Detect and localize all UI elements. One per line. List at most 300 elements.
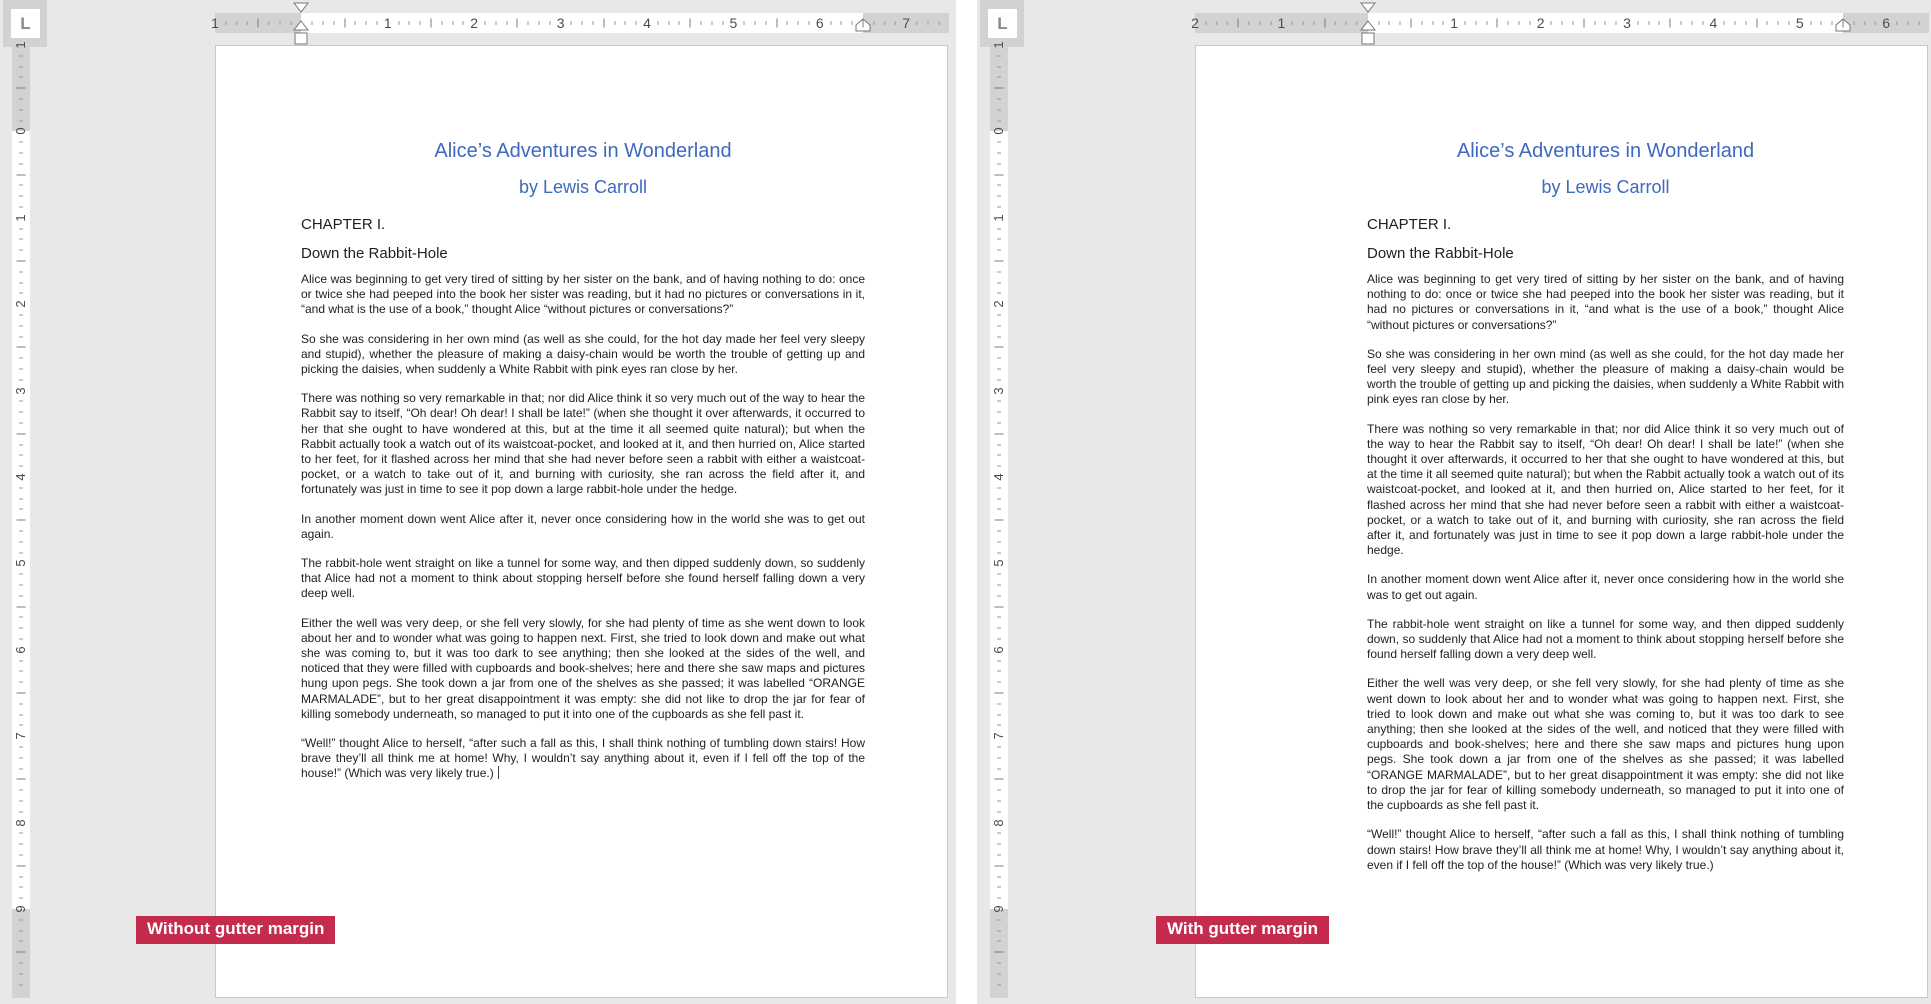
ruler-tick: [19, 660, 23, 661]
ruler-tick: [744, 21, 745, 25]
ruler-tick: [997, 271, 1001, 272]
ruler-tick: [19, 941, 23, 942]
document-title[interactable]: Alice’s Adventures in Wonderland: [1456, 140, 1755, 162]
ruler-tick: [1637, 21, 1638, 25]
ruler-tick: [997, 898, 1001, 899]
ruler-number: 3: [991, 386, 1006, 395]
ruler-tick: [1583, 19, 1584, 28]
left-tab-stop-icon[interactable]: L: [11, 9, 40, 38]
ruler-tick: [1249, 21, 1250, 25]
ruler-tick: [1378, 21, 1379, 25]
ruler-tick: [995, 88, 1004, 89]
ruler-tick: [17, 347, 26, 348]
ruler-tick: [997, 336, 1001, 337]
ruler-tick: [1519, 21, 1520, 25]
ruler-tick: [997, 595, 1001, 596]
ruler-tick: [1778, 21, 1779, 25]
document-content[interactable]: [1367, 132, 1844, 873]
ruler-tick: [19, 487, 23, 488]
ruler-tick: [997, 358, 1001, 359]
ruler-tick: [995, 347, 1004, 348]
ruler-tick: [997, 239, 1001, 240]
ruler-number: 1: [991, 41, 1006, 49]
ruler-number: 5: [991, 559, 1006, 568]
ruler-tick: [1853, 21, 1854, 25]
paragraph[interactable]: Either the well was very deep, or she fell very slowly, for she had plenty of time as she went down to look about her and to wonder what was going to happen next. First, she tried to look down and make out what she was coming to, but it was too dark to see anything; then she looked at the sides of the well, and noticed that they were filled with cupboards and book-shelves; here and there she saw maps and pictures hung upon pegs. She took down a jar from one of the shelves as she passed; it was labelled “ORANGE MARMALADE”, but to her great disappointment it was empty: she did not like to drop the jar for fear of killing somebody underneath, so managed to put it into one of the cupboards as she fell past it.: [1367, 676, 1844, 813]
ruler-tick: [19, 757, 23, 758]
ruler-tick: [1810, 21, 1811, 25]
ruler-tick: [997, 671, 1001, 672]
ruler-tick: [19, 379, 23, 380]
ruler-tick: [1745, 21, 1746, 25]
ruler-tick: [1508, 21, 1509, 25]
ruler-tick: [19, 585, 23, 586]
ruler-tick: [1443, 21, 1444, 25]
ruler-tick: [19, 207, 23, 208]
ruler-tick: [19, 898, 23, 899]
ruler-tick: [1843, 19, 1844, 28]
ruler-number: 6: [815, 15, 824, 31]
ruler-tick: [517, 19, 518, 28]
document-byline[interactable]: by Lewis Carroll: [518, 177, 648, 197]
ruler-tick: [997, 574, 1001, 575]
ruler-tick: [997, 228, 1001, 229]
ruler-tick: [997, 617, 1001, 618]
document-pane-without-gutter: [0, 0, 956, 1004]
ruler-tick: [463, 21, 464, 25]
paragraph[interactable]: “Well!” thought Alice to herself, “after such a fall as this, I shall think nothing of tumbling down stairs! How brave they’ll all think me at home! Why, I wouldn’t say anything about it, even if I fell off the top of the house!” (Which was very likely true.): [1367, 827, 1844, 872]
ruler-tick: [19, 639, 23, 640]
ruler-tick: [19, 142, 23, 143]
ruler-tick: [997, 660, 1001, 661]
ruler-tick: [19, 801, 23, 802]
ruler-tick: [19, 930, 23, 931]
ruler-tick: [997, 207, 1001, 208]
ruler-tick: [225, 21, 226, 25]
ruler-tick: [1659, 21, 1660, 25]
ruler-tick: [420, 21, 421, 25]
paragraph[interactable]: “Well!” thought Alice to herself, “after such a fall as this, I shall think nothing of tumbling down stairs! How brave they’ll all think me at home! Why, I wouldn’t say anything about it, even if I fell off the top of the house!” (Which was very likely true.): [301, 736, 865, 781]
ruler-tick: [19, 325, 23, 326]
ruler-tick: [19, 77, 23, 78]
paragraph[interactable]: In another moment down went Alice after it, never once considering how in the world she was to get out again.: [301, 511, 865, 541]
ruler-number: 2: [13, 300, 28, 308]
document-page[interactable]: [215, 45, 948, 998]
ruler-tick: [997, 973, 1001, 974]
ruler-tick: [1573, 21, 1574, 25]
ruler-tick: [247, 21, 248, 25]
ruler-tick: [1259, 21, 1260, 25]
ruler-tick: [19, 336, 23, 337]
horizontal-ruler[interactable]: [1191, 13, 1929, 33]
ruler-tick: [279, 21, 280, 25]
ruler-tick: [1421, 21, 1422, 25]
paragraph[interactable]: Alice was beginning to get very tired of sitting by her sister on the bank, and of having nothing to do: once or twice she had peeped into the book her sister was reading, but it had no pictures or conversations in it, “and what is the use of a book,” thought Alice “without pictures or conversations?”: [1367, 272, 1844, 332]
ruler-tick: [997, 531, 1001, 532]
ruler-tick: [571, 21, 572, 25]
document-byline[interactable]: by Lewis Carroll: [1541, 177, 1670, 197]
ruler-tick: [19, 876, 23, 877]
ruler-tick: [1292, 21, 1293, 25]
paragraph[interactable]: The rabbit-hole went straight on like a tunnel for some way, and then dipped suddenly down, so suddenly that Alice had not a moment to think about stopping herself before she found herself falling down a very deep well.: [301, 556, 865, 601]
ruler-tick: [997, 984, 1001, 985]
ruler-number: 7: [902, 15, 911, 31]
ruler-tick: [19, 790, 23, 791]
ruler-tick: [19, 109, 23, 110]
ruler-tick: [997, 325, 1001, 326]
document-title[interactable]: Alice’s Adventures in Wonderland: [434, 140, 732, 162]
ruler-tick: [549, 21, 550, 25]
ruler-tick: [19, 99, 23, 100]
hanging-indent-marker[interactable]: [294, 21, 308, 30]
ruler-tick: [495, 21, 496, 25]
ruler-tick: [19, 455, 23, 456]
ruler-tick: [995, 433, 1004, 434]
ruler-tick: [19, 714, 23, 715]
ruler-tick: [539, 21, 540, 25]
ruler-tick: [19, 617, 23, 618]
ruler-tick: [997, 66, 1001, 67]
ruler-tick: [884, 21, 885, 25]
paragraph[interactable]: So she was considering in her own mind (as well as she could, for the hot day made her feel very sleepy and stupid), whether the pleasure of making a daisy-chain would be worth the trouble of getting up and picking the daisies, when suddenly a White Rabbit with pink eyes ran close by her.: [1367, 346, 1844, 407]
ruler-tick: [997, 498, 1001, 499]
ruler-number: 4: [13, 473, 28, 481]
ruler-tick: [711, 21, 712, 25]
ruler-tick: [19, 444, 23, 445]
ruler-number: 2: [1191, 15, 1199, 31]
ruler-tick: [1227, 21, 1228, 25]
ruler-tick: [258, 19, 259, 28]
ruler-tick: [19, 552, 23, 553]
ruler-number: 1: [1277, 15, 1286, 31]
ruler-tick: [1529, 21, 1530, 25]
hanging-indent-marker[interactable]: [1361, 21, 1375, 30]
first-line-indent-marker[interactable]: [1361, 3, 1375, 12]
ruler-tick: [657, 21, 658, 25]
ruler-tick: [17, 865, 26, 866]
horizontal-ruler[interactable]: [211, 13, 949, 33]
ruler-tick: [1313, 21, 1314, 25]
ruler-number: 1: [1450, 15, 1459, 31]
ruler-tick: [997, 55, 1001, 56]
ruler-tick: [269, 21, 270, 25]
ruler-tick: [17, 433, 26, 434]
ruler-tick: [1735, 21, 1736, 25]
ruler-tick: [398, 21, 399, 25]
ruler-number: 1: [13, 41, 28, 49]
ruler-tick: [1389, 21, 1390, 25]
ruler-number: 9: [991, 905, 1006, 913]
ruler-tick: [19, 855, 23, 856]
ruler-tick: [1465, 21, 1466, 25]
paragraph[interactable]: Either the well was very deep, or she fell very slowly, for she had plenty of time as she went down to look about her and to wonder what was going to happen next. First, she tried to look down and make out what she was coming to, but it was too dark to see anything; then she looked at the sides of the well, and noticed that they were filled with cupboards and book-shelves; here and there she saw maps and pictures hung upon pegs. She took down a jar from one of the shelves as she passed; it was labelled “ORANGE MARMALADE”, but to her great disappointment it was empty: she did not like to drop the jar for fear of killing somebody underneath, so managed to put it into one of the cupboards as she fell past it.: [301, 615, 865, 721]
ruler-tick: [19, 963, 23, 964]
ruler-number: 8: [991, 818, 1006, 827]
ruler-tick: [997, 282, 1001, 283]
ruler-tick: [1864, 21, 1865, 25]
document-page[interactable]: [1195, 45, 1928, 998]
ruler-tick: [997, 919, 1001, 920]
ruler-tick: [679, 21, 680, 25]
ruler-number: 6: [13, 646, 28, 654]
ruler-tick: [19, 747, 23, 748]
ruler-tick: [19, 163, 23, 164]
ruler-tick: [333, 21, 334, 25]
ruler-tick: [997, 703, 1001, 704]
ruler-tick: [1756, 19, 1757, 28]
ruler-tick: [997, 790, 1001, 791]
ruler-number: 2: [470, 15, 479, 31]
ruler-tick: [19, 628, 23, 629]
ruler-tick: [997, 541, 1001, 542]
ruler-tick: [873, 21, 874, 25]
ruler-tick: [19, 423, 23, 424]
ruler-tick: [997, 747, 1001, 748]
ruler-tick: [997, 876, 1001, 877]
left-tab-stop-icon[interactable]: L: [988, 9, 1017, 38]
paragraph[interactable]: Alice was beginning to get very tired of sitting by her sister on the bank, and of having nothing to do: once or twice she had peeped into the book her sister was reading, but it had no pictures or conversations in it, “and what is the use of a book,” thought Alice “without pictures or conversations?”: [301, 272, 865, 317]
caption-with-gutter: With gutter margin: [1156, 916, 1329, 944]
ruler-tick: [995, 261, 1004, 262]
ruler-tick: [863, 19, 864, 28]
ruler-tick: [17, 693, 26, 694]
ruler-tick: [997, 487, 1001, 488]
ruler-tick: [997, 833, 1001, 834]
ruler-tick: [997, 412, 1001, 413]
ruler-tick: [19, 498, 23, 499]
ruler-tick: [19, 984, 23, 985]
ruler-number: 2: [991, 300, 1006, 308]
ruler-tick: [1594, 21, 1595, 25]
ruler-tick: [997, 379, 1001, 380]
ruler-tick: [997, 725, 1001, 726]
ruler-tick: [1432, 21, 1433, 25]
ruler-tick: [19, 120, 23, 121]
chapter-heading[interactable]: CHAPTER I.: [301, 216, 386, 233]
ruler-tick: [19, 887, 23, 888]
ruler-tick: [1475, 21, 1476, 25]
ruler-tick: [19, 671, 23, 672]
ruler-tick: [997, 639, 1001, 640]
document-body[interactable]: [1367, 272, 1844, 873]
ruler-tick: [997, 855, 1001, 856]
ruler-tick: [19, 833, 23, 834]
ruler-tick: [852, 21, 853, 25]
paragraph[interactable]: So she was considering in her own mind (as well as she could, for the hot day made her feel very sleepy and stupid), whether the pleasure of making a daisy-chain would be worth the trouble of getting up and picking the daisies, when suddenly a White Rabbit with pink eyes ran close by her.: [301, 331, 865, 377]
ruler-tick: [995, 779, 1004, 780]
ruler-tick: [997, 941, 1001, 942]
paragraph[interactable]: The rabbit-hole went straight on like a tunnel for some way, and then dipped suddenly down, so suddenly that Alice had not a moment to think about stopping herself before she found herself falling down a very deep well.: [1367, 616, 1844, 662]
ruler-tick: [19, 412, 23, 413]
ruler-tick: [19, 811, 23, 812]
ruler-tick: [19, 66, 23, 67]
ruler-tick: [997, 714, 1001, 715]
ruler-tick: [1648, 21, 1649, 25]
ruler-tick: [997, 552, 1001, 553]
ruler-tick: [1616, 21, 1617, 25]
ruler-tick: [323, 21, 324, 25]
section-heading[interactable]: Down the Rabbit-Hole: [1367, 245, 1514, 262]
left-indent-marker[interactable]: [1362, 33, 1374, 44]
ruler-tick: [917, 21, 918, 25]
ruler-number: 4: [991, 473, 1006, 481]
ruler-number: 1: [991, 214, 1006, 222]
ruler-tick: [636, 21, 637, 25]
ruler-tick: [17, 779, 26, 780]
ruler-tick: [997, 142, 1001, 143]
chapter-heading[interactable]: CHAPTER I.: [1367, 216, 1452, 233]
ruler-tick: [809, 21, 810, 25]
ruler-number: 7: [991, 732, 1006, 740]
ruler-tick: [997, 185, 1001, 186]
ruler-tick: [668, 21, 669, 25]
ruler-tick: [19, 541, 23, 542]
ruler-tick: [997, 811, 1001, 812]
ruler-tick: [614, 21, 615, 25]
ruler-number: 0: [13, 127, 28, 136]
ruler-number: 6: [1882, 15, 1891, 31]
ruler-tick: [995, 952, 1004, 953]
ruler-tick: [1486, 21, 1487, 25]
ruler-tick: [19, 595, 23, 596]
ruler-number: 5: [1795, 15, 1804, 31]
ruler-tick: [997, 153, 1001, 154]
ruler-tick: [995, 865, 1004, 866]
ruler-tick: [1497, 19, 1498, 28]
ruler-tick: [312, 21, 313, 25]
indent-markers[interactable]: [1360, 2, 1376, 46]
paragraph[interactable]: There was nothing so very remarkable in that; nor did Alice think it so very much out of the way to hear the Rabbit say to itself, “Oh dear! Oh dear! I shall be late!” (when she thought it over afterwards, it occurred to her that she ought to have wondered at this, but at the time it all seemed quite natural); but when the Rabbit actually took a watch out of its waistcoat-pocket, and looked at it, and then hurried on, Alice started to her feet, for it flashed across her mind that she had never before seen a rabbit with either a waistcoat-pocket, or a watch to take out of it, and burning with curiosity, she ran across the field after it, and fortunately was just in time to see it pop down a large rabbit-hole under the hedge.: [1367, 421, 1844, 558]
ruler-tick: [19, 466, 23, 467]
ruler-tick: [997, 120, 1001, 121]
ruler-tick: [1216, 21, 1217, 25]
ruler-number: 4: [643, 15, 651, 31]
ruler-tick: [1411, 19, 1412, 28]
ruler-tick: [582, 21, 583, 25]
ruler-tick: [997, 293, 1001, 294]
ruler-number: 3: [1623, 15, 1631, 31]
document-body[interactable]: [301, 272, 865, 782]
ruler-tick: [765, 21, 766, 25]
ruler-tick: [19, 531, 23, 532]
paragraph[interactable]: There was nothing so very remarkable in that; nor did Alice think it so very much out of the way to hear the Rabbit say to itself, “Oh dear! Oh dear! I shall be late!” (when she thought it over afterwards, it occurred to her that she ought to have wondered at this, but at the time it all seemed quite natural); but when the Rabbit actually took a watch out of its waistcoat-pocket, and looked at it, and then hurried on, Alice started to her feet, for it flashed across her mind that she had never before seen a rabbit with either a waistcoat-pocket, or a watch to take out of it, and burning with curiosity, she ran across the field after it, and fortunately was just in time to see it pop down a large rabbit-hole under the hedge.: [301, 391, 865, 497]
ruler-tick: [895, 21, 896, 25]
ruler-number: 2: [1536, 15, 1545, 31]
ruler-tick: [997, 401, 1001, 402]
document-content[interactable]: [301, 132, 865, 782]
ruler-tick: [17, 174, 26, 175]
ruler-number: 8: [13, 818, 28, 827]
ruler-tick: [722, 21, 723, 25]
section-heading[interactable]: Down the Rabbit-Hole: [301, 245, 448, 262]
ruler-tick: [19, 401, 23, 402]
ruler-tick: [19, 153, 23, 154]
ruler-tick: [1918, 21, 1919, 25]
ruler-tick: [1821, 21, 1822, 25]
ruler-tick: [1875, 21, 1876, 25]
ruler-tick: [344, 19, 345, 28]
ruler-tick: [19, 358, 23, 359]
ruler-tick: [19, 973, 23, 974]
ruler-tick: [997, 963, 1001, 964]
vertical-ruler[interactable]: [12, 41, 30, 998]
ruler-number: 1: [383, 15, 392, 31]
ruler-tick: [1562, 21, 1563, 25]
left-indent-marker[interactable]: [295, 33, 307, 44]
ruler-tick: [997, 444, 1001, 445]
ruler-tick: [997, 930, 1001, 931]
ruler-tick: [355, 21, 356, 25]
ruler-tick: [452, 21, 453, 25]
ruler-tick: [19, 768, 23, 769]
ruler-tick: [995, 693, 1004, 694]
ruler-tick: [485, 21, 486, 25]
ruler-tick: [17, 520, 26, 521]
document-pane-with-gutter: [977, 0, 1931, 1004]
ruler-tick: [1335, 21, 1336, 25]
ruler-tick: [19, 250, 23, 251]
ruler-tick: [506, 21, 507, 25]
ruler-tick: [377, 21, 378, 25]
ruler-tick: [995, 520, 1004, 521]
ruler-tick: [995, 606, 1004, 607]
ruler-tick: [1238, 19, 1239, 28]
ruler-tick: [19, 844, 23, 845]
indent-markers[interactable]: [293, 2, 309, 46]
first-line-indent-marker[interactable]: [294, 3, 308, 12]
ruler-tick: [798, 21, 799, 25]
ruler-number: 5: [13, 559, 28, 568]
ruler-tick: [19, 293, 23, 294]
ruler-tick: [17, 261, 26, 262]
ruler-tick: [755, 21, 756, 25]
ruler-tick: [701, 21, 702, 25]
ruler-tick: [841, 21, 842, 25]
ruler-tick: [997, 369, 1001, 370]
ruler-tick: [19, 282, 23, 283]
ruler-tick: [19, 185, 23, 186]
ruler-tick: [1832, 21, 1833, 25]
ruler-tick: [1907, 21, 1908, 25]
ruler-tick: [997, 844, 1001, 845]
ruler-tick: [19, 703, 23, 704]
ruler-tick: [997, 250, 1001, 251]
ruler-number: 4: [1709, 15, 1718, 31]
ruler-tick: [997, 628, 1001, 629]
ruler-tick: [997, 99, 1001, 100]
ruler-tick: [997, 196, 1001, 197]
ruler-number: 7: [13, 732, 28, 740]
ruler-tick: [19, 315, 23, 316]
ruler-tick: [1897, 21, 1898, 25]
ruler-tick: [830, 21, 831, 25]
ruler-tick: [776, 19, 777, 28]
ruler-tick: [19, 196, 23, 197]
paragraph[interactable]: In another moment down went Alice after it, never once considering how in the world she was to get out again.: [1367, 572, 1844, 602]
ruler-number: 3: [13, 386, 28, 395]
ruler-tick: [997, 768, 1001, 769]
ruler-number: 0: [991, 127, 1006, 136]
ruler-tick: [19, 682, 23, 683]
ruler-tick: [1767, 21, 1768, 25]
vertical-ruler[interactable]: [990, 41, 1008, 998]
ruler-tick: [19, 228, 23, 229]
ruler-tick: [938, 21, 939, 25]
ruler-tick: [1324, 19, 1325, 28]
ruler-tick: [431, 19, 432, 28]
ruler-tick: [995, 174, 1004, 175]
ruler-tick: [19, 271, 23, 272]
